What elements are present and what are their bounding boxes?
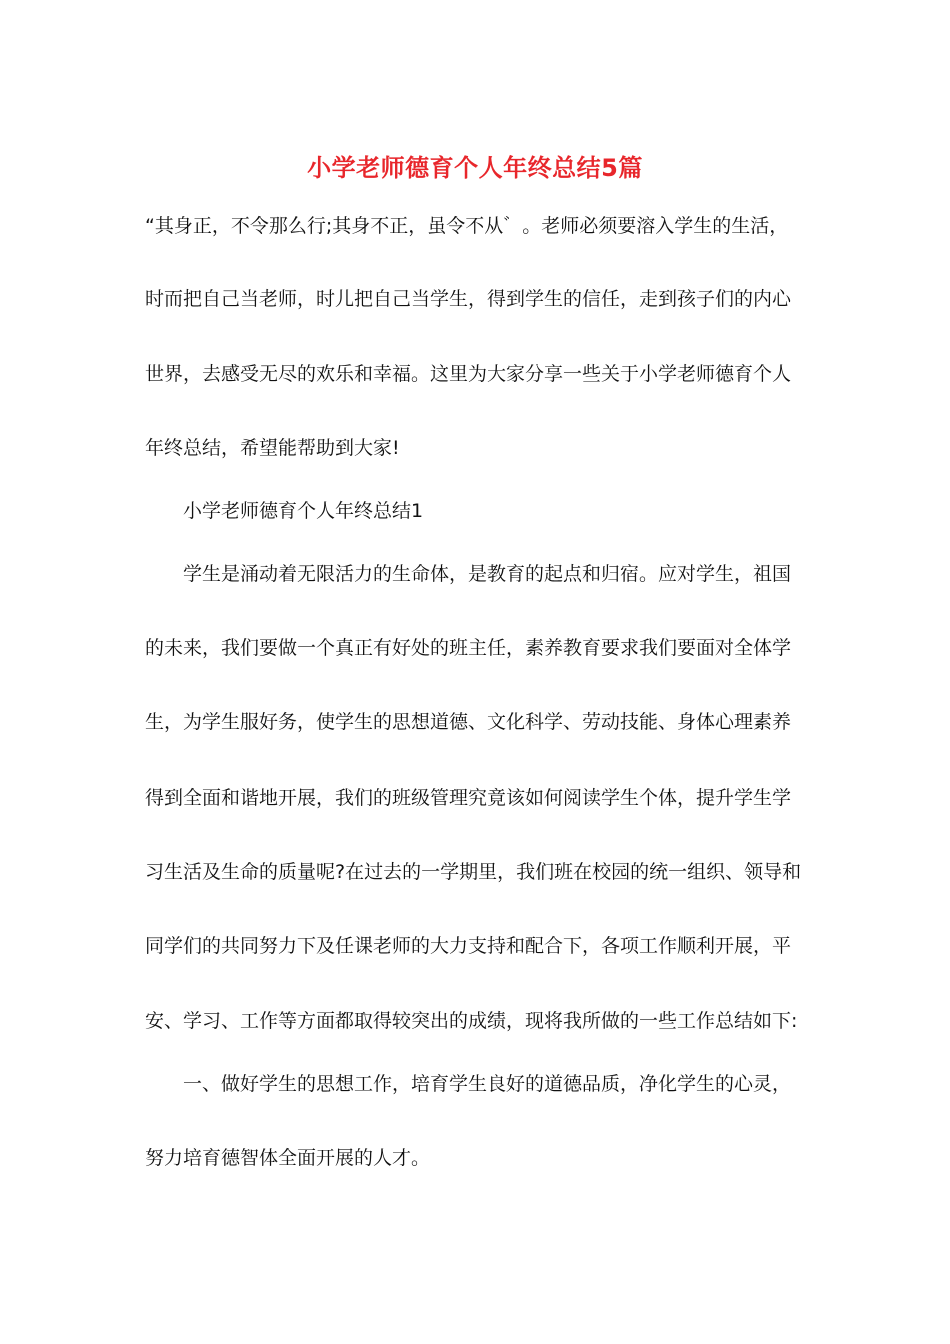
intro-line-3: 世界，去感受无尽的欢乐和幸福。这里为大家分享一些关于小学老师德育个人: [145, 363, 792, 385]
body-line-5: 习生活及生命的质量呢?在过去的一学期里，我们班在校园的统一组织、领导和: [145, 861, 802, 883]
section-heading-1: 小学老师德育个人年终总结1: [183, 500, 424, 522]
point-line-1: 一、做好学生的思想工作，培育学生良好的道德品质，净化学生的心灵，: [183, 1073, 792, 1095]
body-line-6: 同学们的共同努力下及任课老师的大力支持和配合下，各项工作顺利开展，平: [145, 935, 792, 957]
body-line-4: 得到全面和谐地开展，我们的班级管理究竟该如何阅读学生个体，提升学生学: [145, 787, 792, 809]
body-line-2: 的未来，我们要做一个真正有好处的班主任，素养教育要求我们要面对全体学: [145, 637, 792, 659]
point-line-2: 努力培育德智体全面开展的人才。: [145, 1147, 431, 1169]
intro-line-2: 时而把自己当老师，时儿把自己当学生，得到学生的信任，走到孩子们的内心: [145, 288, 792, 310]
intro-line-4: 年终总结，希望能帮助到大家!: [145, 437, 400, 459]
intro-line-1: “其身正，不令那么行;其身不正，虽令不从゛。老师必须要溶入学生的生活，: [145, 215, 789, 237]
body-line-7: 安、学习、工作等方面都取得较突出的成绩，现将我所做的一些工作总结如下:: [145, 1010, 798, 1032]
body-line-1: 学生是涌动着无限活力的生命体，是教育的起点和归宿。应对学生，祖国: [183, 563, 792, 585]
body-line-3: 生，为学生服好务，使学生的思想道德、文化科学、劳动技能、身体心理素养: [145, 711, 792, 733]
document-title: 小学老师德育个人年终总结5篇: [307, 154, 643, 182]
